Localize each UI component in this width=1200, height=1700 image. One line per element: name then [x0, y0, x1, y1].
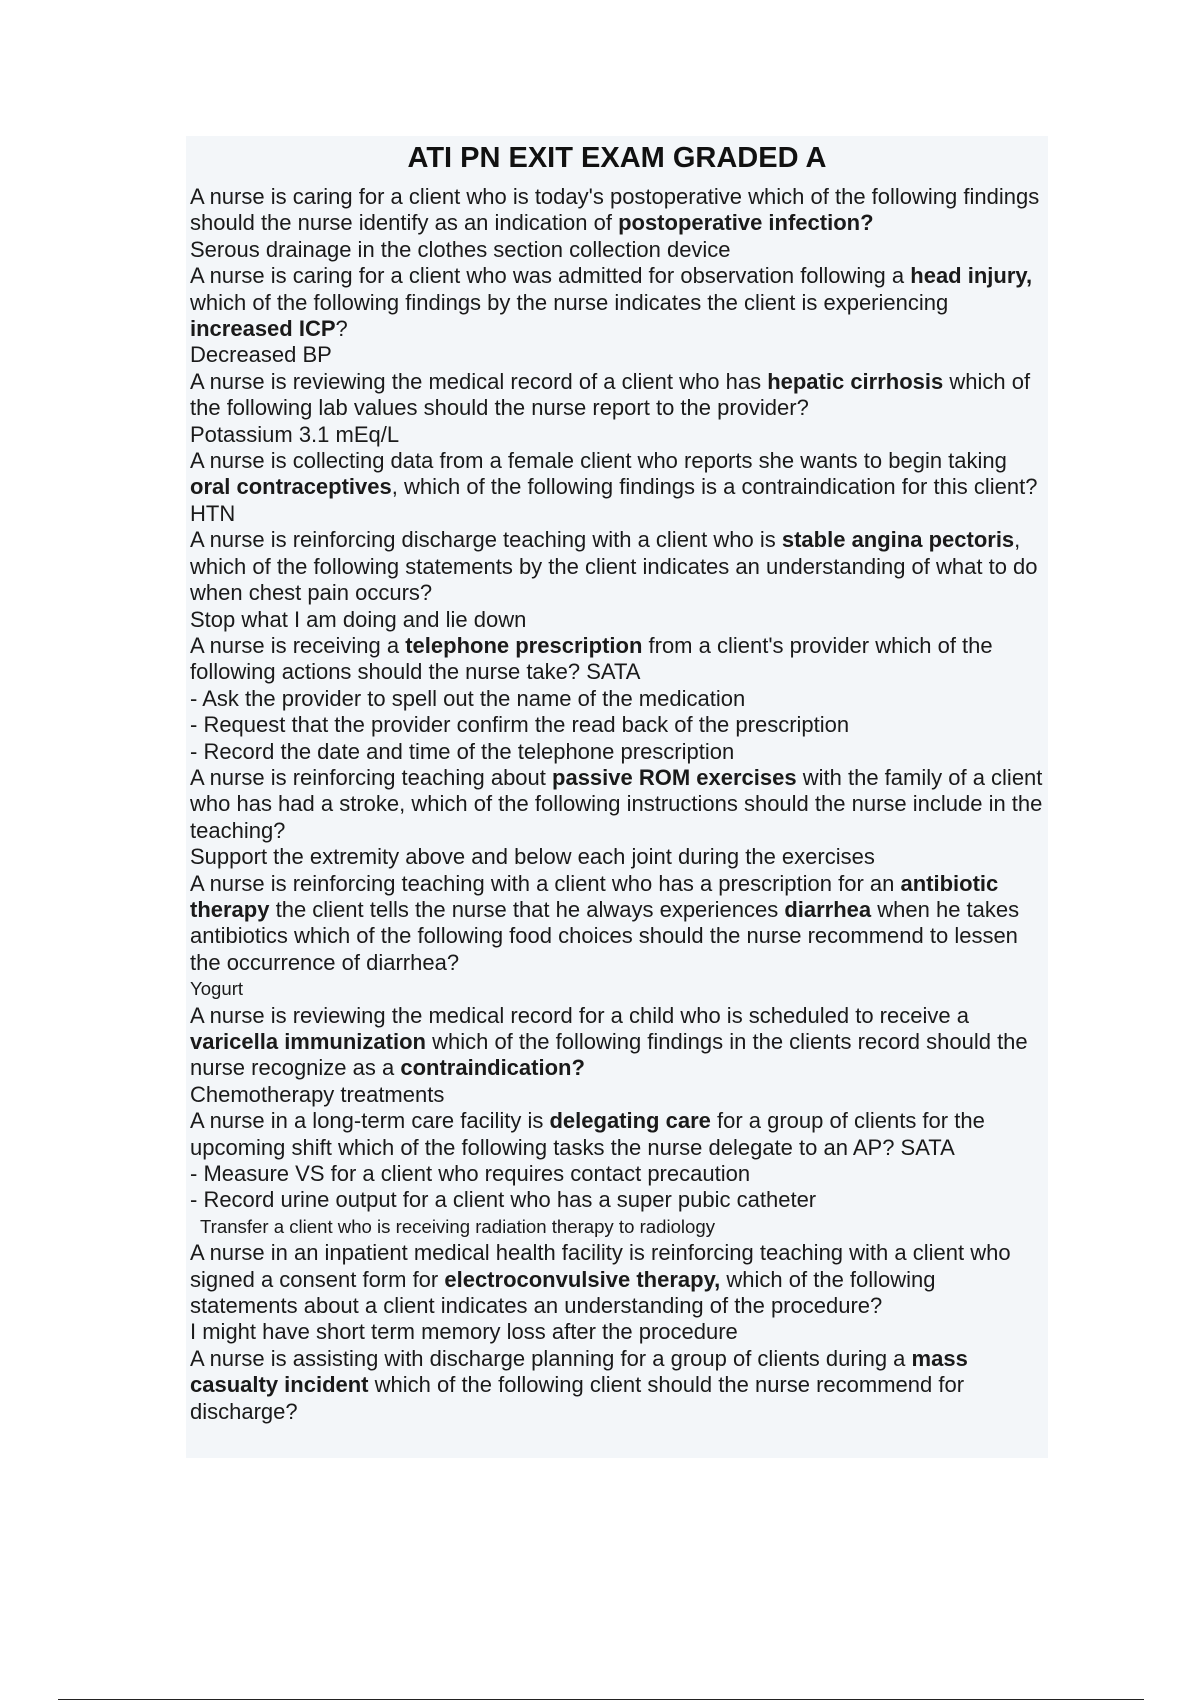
document-content	[190, 184, 1044, 1425]
question-text: A nurse in a long-term care facility is delegating care for a group of clients for the upcoming shift which of the following tasks the nurse delegate to an AP? SATA	[190, 1108, 985, 1160]
answer-text: HTN	[190, 500, 236, 526]
answer-text: Potassium 3.1 mEq/L	[190, 421, 400, 447]
question-text: A nurse is reinforcing teaching with a client who has a prescription for an antibiotic therapy the client tells the nurse that he always experiences diarrhea when he takes antibiotics which of the following food choices should the nurse recommend to lessen the occurrence of diarrhea?	[190, 870, 1020, 975]
answer-text: I might have short term memory loss after the procedure	[190, 1319, 738, 1345]
question-text: A nurse is reinforcing discharge teaching with a client who is stable angina pectoris, which of the following statements by the client indicates an understanding of what to do when chest pain occurs?	[190, 527, 1038, 606]
document-title: ATI PN EXIT EXAM GRADED A	[407, 142, 827, 174]
answer-text: Transfer a client who is receiving radiation therapy to radiology	[190, 1215, 716, 1237]
question-text: A nurse is reviewing the medical record for a child who is scheduled to receive a varicella immunization which of the following findings in the clients record should the nurse recognize as a contraindication?	[190, 1002, 1028, 1081]
question-text: A nurse is assisting with discharge planning for a group of clients during a mass casualty incident which of the following client should the nurse recommend for discharge?	[190, 1345, 968, 1424]
question-text: A nurse is caring for a client who is today's postoperative which of the following findings should the nurse identify as an indication of postoperative infection?	[190, 184, 1040, 236]
answer-text: Serous drainage in the clothes section collection device	[190, 236, 731, 262]
answer-text: - Measure VS for a client who requires contact precaution	[190, 1161, 751, 1187]
answer-text: - Ask the provider to spell out the name of the medication	[190, 685, 746, 711]
question-text: A nurse is collecting data from a female client who reports she wants to begin taking oral contraceptives, which of the following findings is a contraindication for this client?	[190, 448, 1038, 500]
answer-text: - Record urine output for a client who has a super pubic catheter	[190, 1187, 817, 1213]
question-text: A nurse is caring for a client who was admitted for observation following a head injury, which of the following findings by the nurse indicates the client is experiencing increased ICP?	[190, 263, 1033, 342]
question-text: A nurse in an inpatient medical health facility is reinforcing teaching with a client who signed a consent form for electroconvulsive therapy, which of the following statements about a client indicates an understanding of the procedure?	[190, 1240, 1011, 1319]
answer-text: Decreased BP	[190, 342, 332, 368]
answer-text: - Request that the provider confirm the read back of the prescription	[190, 712, 850, 738]
answer-text: Chemotherapy treatments	[190, 1081, 445, 1107]
answer-text: Support the extremity above and below each joint during the exercises	[190, 844, 875, 870]
document-page	[186, 136, 1048, 1458]
question-text: A nurse is receiving a telephone prescription from a client's provider which of the following actions should the nurse take? SATA	[190, 632, 993, 685]
answer-text: Stop what I am doing and lie down	[190, 606, 527, 632]
answer-text: Yogurt	[190, 978, 244, 1000]
answer-text: - Record the date and time of the telephone prescription	[190, 738, 735, 764]
question-text: A nurse is reinforcing teaching about passive ROM exercises with the family of a client who has had a stroke, which of the following instructions should the nurse include in the teaching?	[190, 764, 1043, 843]
question-text: A nurse is reviewing the medical record of a client who has hepatic cirrhosis which of the following lab values should the nurse report to the provider?	[190, 368, 1031, 421]
